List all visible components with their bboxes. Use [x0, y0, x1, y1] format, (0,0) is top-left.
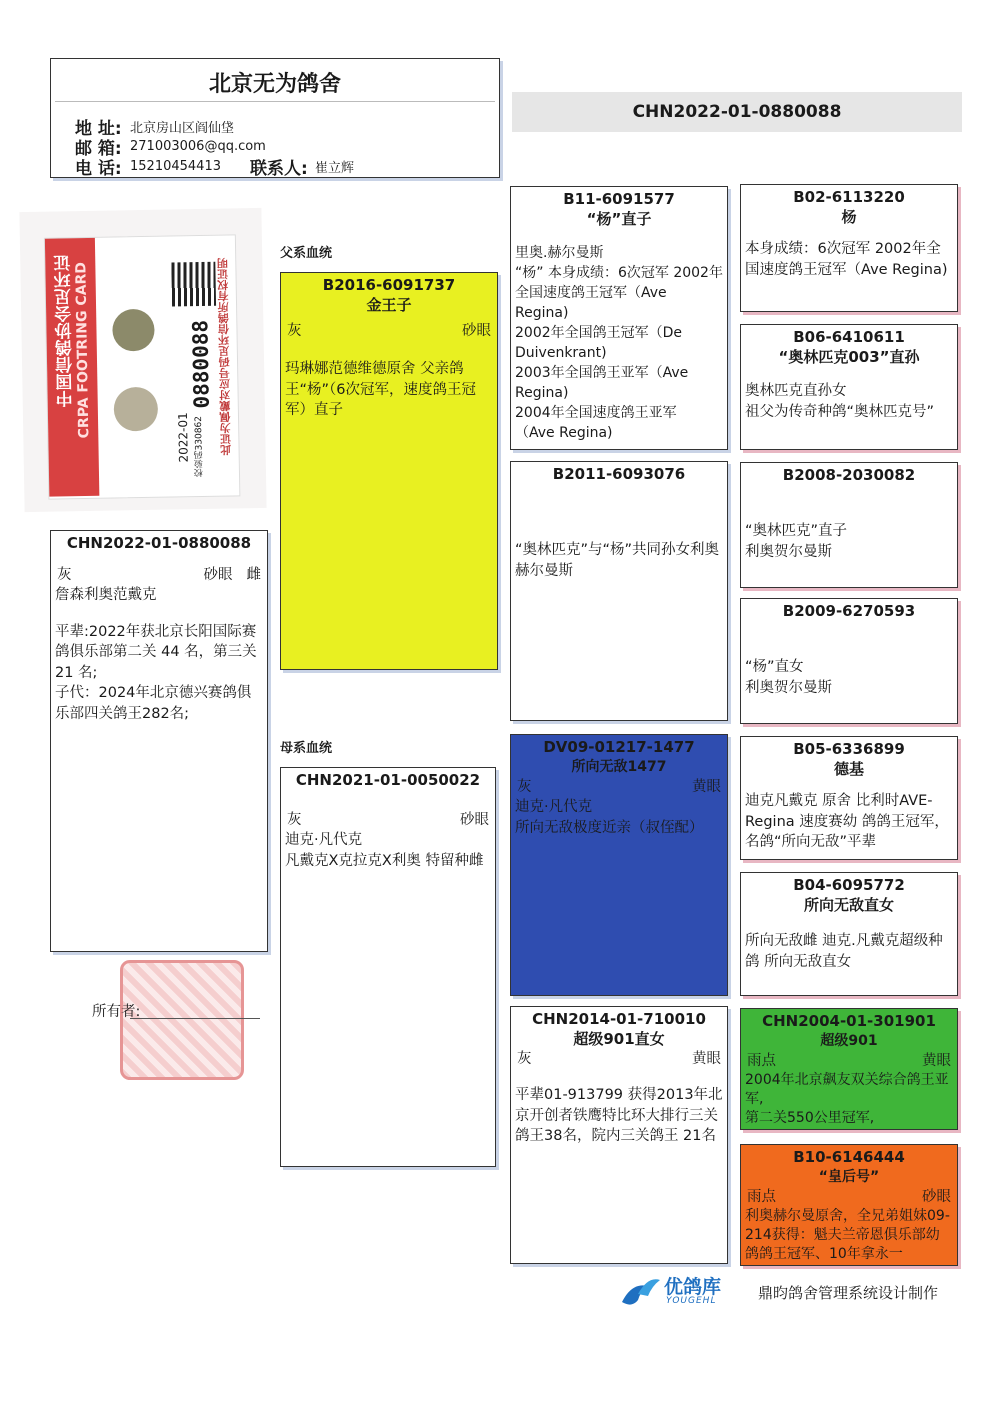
ds-eye: 黄眼 [692, 779, 721, 795]
dss-box [740, 736, 958, 860]
dd-eye: 黄眼 [692, 1051, 721, 1067]
dsd-name: 所向无敌直女 [803, 896, 894, 914]
sd-box [510, 461, 728, 721]
dam-line-label: 母系血统 [280, 741, 333, 756]
loft-name: 北京无为鸽舍 [208, 72, 341, 97]
dam-box [280, 767, 496, 1167]
dds-name: 超级901 [820, 1033, 878, 1049]
owner-signature-line [130, 1018, 260, 1019]
subject-sex: 雌 [246, 567, 261, 583]
ddd-box [740, 1144, 958, 1266]
sire-ring: B2016-6091737 [322, 276, 456, 294]
sire-line-label: 父系血统 [280, 246, 333, 261]
card-ring-number: 0880088 [188, 319, 214, 409]
subject-attrs [51, 565, 267, 585]
top-ring-number: CHN2022-01-0880088 [512, 92, 962, 132]
dam-ring: CHN2021-01-0050022 [295, 771, 481, 789]
brand-name: 优鸽库 [664, 1276, 722, 1298]
dd-color: 灰 [517, 1051, 532, 1067]
sire-notes: 玛琳娜范德维德原舍 父亲鸽王“杨”（6次冠军，速度鸽王冠军）直子 [285, 361, 476, 418]
sire-color: 灰 [287, 323, 302, 339]
brand-name-en: YOUGEHL [666, 1296, 717, 1306]
sd-notes: “奥林匹克”与“杨”共同孙女利奥赫尔曼斯 [515, 542, 720, 579]
dds-notes: 2004年北京飙友双关综合鸽王亚军, 第二关550公里冠军, [745, 1072, 949, 1126]
dd-ring: CHN2014-01-710010 [532, 1010, 706, 1028]
dds-box [740, 1008, 958, 1130]
dd-notes: 平辈01-913799 获得2013年北京开创者铁鹰特比环大排行三关鸽王38名，院内三关鸽王 21名 [515, 1087, 723, 1144]
ss-ring: B11-6091577 [563, 190, 675, 208]
dds-ring: CHN2004-01-301901 [762, 1012, 936, 1030]
dd-box [510, 1006, 728, 1264]
ddd-color: 雨点 [747, 1189, 776, 1205]
subject-box [50, 530, 268, 952]
sire-name: 金王子 [366, 296, 412, 314]
sdd-box [740, 598, 958, 724]
sire-attrs [281, 321, 497, 341]
dd-attrs [511, 1049, 727, 1069]
footring-card [19, 208, 266, 512]
ddd-eye: 砂眼 [922, 1189, 951, 1205]
loft-info-box [50, 58, 500, 178]
ssd-notes: 奥林匹克直孙女 祖父为传奇种鸽“奥林匹克号” [745, 383, 935, 420]
ddd-notes: 利奥赫尔曼原舍，全兄弟姐妹09-214获得：魁夫兰帝恩俱乐部幼鸽鸽王冠军、10年拿永一 [745, 1208, 950, 1262]
email-value: 271003006@qq.com [130, 139, 266, 154]
owner-label: 所有者: [92, 1004, 141, 1020]
ss-name: “杨”直子 [586, 210, 652, 228]
card-note: 此证为佩戴对应号码足环信鸽所有权证明 [216, 257, 233, 456]
card-face [44, 234, 241, 499]
subject-color: 灰 [57, 567, 72, 583]
sd-ring: B2011-6093076 [552, 465, 686, 483]
pigeon-emblem-icon [113, 387, 158, 432]
sire-eye: 砂眼 [462, 323, 491, 339]
ddd-ring: B10-6146444 [793, 1148, 905, 1166]
subject-notes: 平辈:2022年获北京长阳国际赛鸽俱乐部第二关 44 名，第三关21 名; 子代：2024年北京德兴赛鸽俱乐部四关鸽王282名; [55, 623, 257, 722]
ds-notes: 迪克·凡代克 所向无敌极度近亲（叔侄配） [515, 799, 704, 836]
dds-eye: 黄眼 [922, 1053, 951, 1069]
subject-strain: 詹森利奥范戴克 [55, 587, 157, 603]
ddd-name: “皇后号” [818, 1169, 880, 1185]
ds-color: 灰 [517, 779, 532, 795]
dss-ring: B05-6336899 [793, 740, 905, 758]
dam-eye: 砂眼 [460, 812, 489, 828]
card-red-strip [45, 238, 99, 497]
dsd-box [740, 872, 958, 996]
sss-name: 杨 [841, 208, 857, 226]
dam-attrs [281, 810, 495, 830]
subject-eye: 砂眼 [203, 567, 233, 583]
crpa-emblem-icon [112, 309, 155, 352]
dsd-notes: 所向无敌雌 迪克.凡戴克超级种鸽 所向无敌直女 [745, 933, 943, 970]
ssd-name: “奥林匹克003”直孙 [778, 348, 920, 366]
dam-color: 灰 [287, 812, 302, 828]
card-serial: 校验码330862 [193, 415, 206, 478]
sdd-notes: “杨”直女 利奥贺尔曼斯 [745, 659, 832, 696]
sire-box [280, 272, 498, 670]
phone-value: 15210454413 [130, 159, 221, 174]
card-title-en: CRPA FOOTRING CARD [73, 261, 93, 439]
dss-name: 德基 [833, 760, 864, 778]
contact-label: 联系人: [250, 159, 308, 179]
ds-box [510, 734, 728, 996]
qr-code-icon [171, 262, 216, 307]
yougehl-logo [618, 1272, 748, 1312]
dsd-ring: B04-6095772 [793, 876, 905, 894]
ddd-attrs [741, 1187, 957, 1207]
header-divider [55, 101, 495, 102]
ds-name: 所向无敌1477 [571, 759, 667, 775]
pigeon-wave-icon [618, 1272, 662, 1312]
contact-value: 崔立辉 [315, 161, 355, 176]
dam-notes: 迪克·凡代克 凡戴克X克拉克X利奥 特留种雌 [285, 832, 484, 869]
card-title-cn: 中国信鸽协会足环证 [54, 254, 77, 408]
ssd-box [740, 324, 958, 450]
dd-name: 超级901直女 [573, 1030, 665, 1048]
ds-attrs [511, 777, 727, 797]
address-value: 北京房山区阎仙垡 [130, 121, 235, 136]
card-year: 2022-01 [175, 412, 191, 463]
sss-ring: B02-6113220 [793, 188, 905, 206]
ds-ring: DV09-01217-1477 [543, 738, 695, 756]
dds-color: 雨点 [747, 1053, 776, 1069]
dss-notes: 迪克凡戴克 原舍 比利时AVE-Regina 速度赛幼 鸽鸽王冠军，名鸽“所向无敌”平辈 [745, 793, 949, 850]
sdd-ring: B2009-6270593 [782, 602, 916, 620]
sds-notes: “奥林匹克”直子 利奥贺尔曼斯 [745, 523, 848, 560]
address-label: 地 址: [75, 119, 122, 139]
ss-notes: 里奥.赫尔曼斯 “杨” 本身成绩：6次冠军 2002年全国速度鸽王冠军（Ave Regina) 2002年全国鸽王冠军（De Duivenkrant) 2003年全国鸽王亚军（Ave Regina) 2004年全国速度鸽王亚军 （Ave Regina) [515, 245, 723, 441]
sds-ring: B2008-2030082 [782, 466, 916, 484]
dds-attrs [741, 1051, 957, 1071]
phone-row [75, 154, 354, 179]
email-label: 邮 箱: [75, 139, 122, 159]
ssd-ring: B06-6410611 [793, 328, 905, 346]
subject-ring: CHN2022-01-0880088 [66, 534, 252, 552]
phone-label: 电 话: [75, 159, 122, 179]
sss-notes: 本身成绩：6次冠军 2002年全国速度鸽王冠军（Ave Regina) [745, 241, 948, 278]
ss-box [510, 186, 728, 450]
sss-box [740, 184, 958, 312]
footer-credit: 鼎昀鸽舍管理系统设计制作 [758, 1284, 939, 1302]
sds-box [740, 462, 958, 588]
